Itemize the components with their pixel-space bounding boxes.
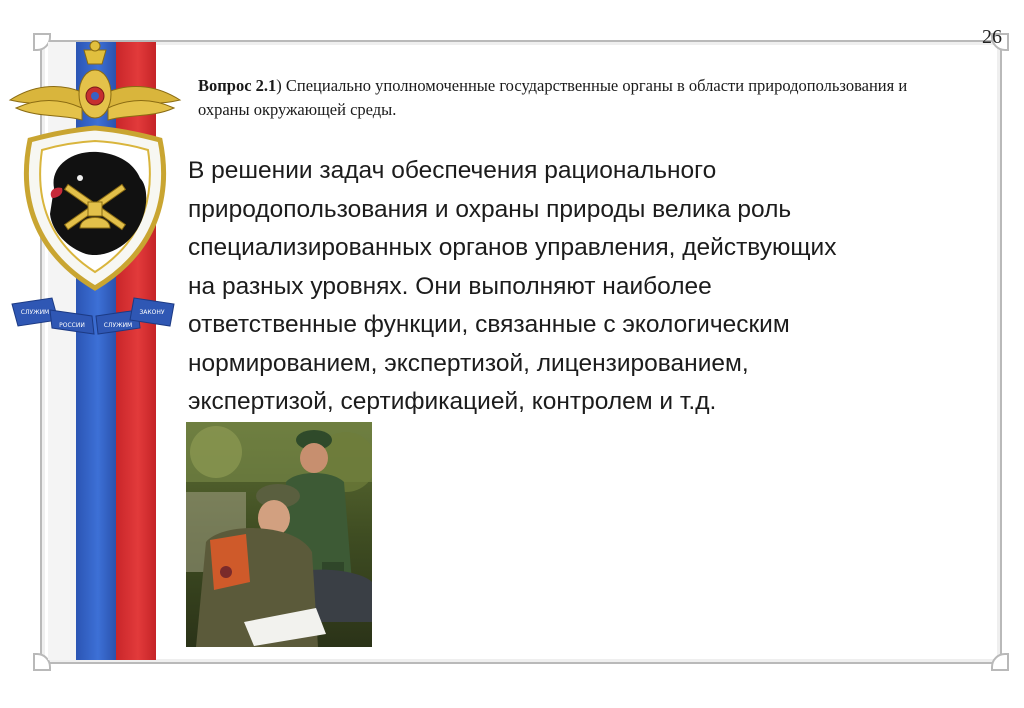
body-paragraph: В решении задач обеспечения рационального природопользования и охраны природы велика роль специализированных органов управления, действующих на разных уровнях. Они выполняют наиболее ответственные функции, связанные с экологическим нормированием, экспертизой, лицензированием, экспертизой, сертификацией, контролем и т.д. bbox=[188, 157, 837, 415]
ribbon-text: СЛУЖИМ bbox=[20, 309, 50, 316]
emblem-logo bbox=[2, 38, 188, 338]
slide-number: 26 bbox=[982, 26, 1002, 48]
question-heading bbox=[198, 74, 918, 122]
ribbon-banner bbox=[12, 298, 174, 334]
question-prefix: Вопрос 2.1 bbox=[198, 76, 277, 95]
ribbon-text: РОССИИ bbox=[59, 322, 85, 329]
ribbon-text: ЗАКОНУ bbox=[139, 309, 165, 316]
question-text: ) Специально уполномоченные государственные органы в области природопользования и охраны окружающей среды. bbox=[198, 76, 908, 119]
officers-photo bbox=[186, 422, 372, 647]
double-headed-eagle-icon bbox=[10, 41, 180, 120]
ribbon-text: СЛУЖИМ bbox=[103, 322, 133, 329]
